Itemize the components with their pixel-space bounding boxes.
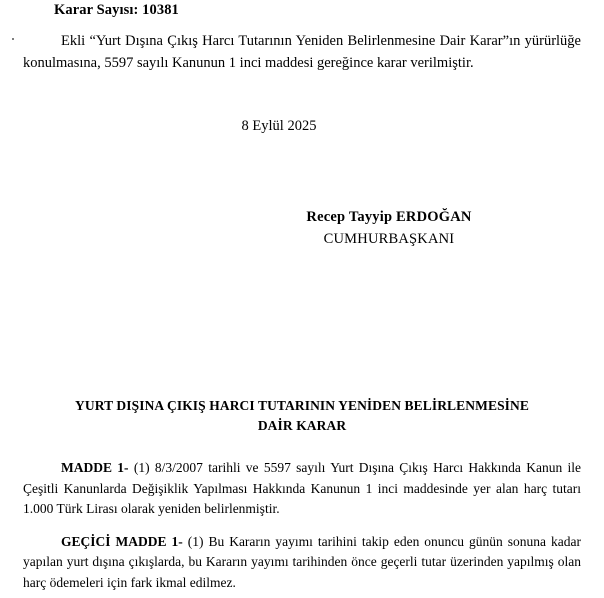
intro-paragraph: Ekli “Yurt Dışına Çıkış Harcı Tutarının Yeniden Belirlenmesine Dair Karar”ın yürürlüğe konulmasına, 5597 sayılı Kanunun 1 inci maddesi gereğince karar verilmiştir. <box>23 33 581 72</box>
signatory-title: CUMHURBAŞKANI <box>323 230 455 247</box>
article-provisional-1-text: (1) Bu Kararın yayımı tarihini takip eden onuncu günün sonuna kadar yapılan yurt dışına çıkışlarda, bu Kararın yayımı tarihinden önce geçerli tutar üzerinden yapılmış olan harç ödemeleri için fark ikmal edilmez. <box>23 534 581 590</box>
article-1-label: MADDE 1- <box>61 460 129 476</box>
article-provisional-1-label: GEÇİCİ MADDE 1- <box>61 534 183 550</box>
article-1-text: (1) 8/3/2007 tarihli ve 5597 sayılı Yurt Dışına Çıkış Harcı Hakkında Kanun ile Çeşitli Kanunlarda Değişiklik Yapılması Hakkında Kanunun 1 inci maddesinde yer alan harç tutarı 1.000 Türk Lirası olarak yeniden belirlenmiştir. <box>23 460 581 516</box>
regulation-title-line-2: DAİR KARAR <box>257 418 347 434</box>
article-provisional-1 <box>16 532 588 593</box>
margin-dot-mark <box>12 38 14 40</box>
decision-number-value: 10381 <box>142 2 179 18</box>
regulation-title <box>16 396 588 437</box>
signatory-name: Recep Tayyip ERDOĞAN <box>306 208 472 225</box>
decision-date: 8 Eylül 2025 <box>241 117 317 134</box>
decision-number-label: Karar Sayısı: <box>54 2 139 18</box>
article-1 <box>16 458 588 519</box>
signature-block <box>16 209 588 248</box>
decision-number-line <box>16 0 588 19</box>
regulation-title-line-1: YURT DIŞINA ÇIKIŞ HARCI TUTARININ YENİDEN BELİRLENMESİNE <box>75 397 529 413</box>
